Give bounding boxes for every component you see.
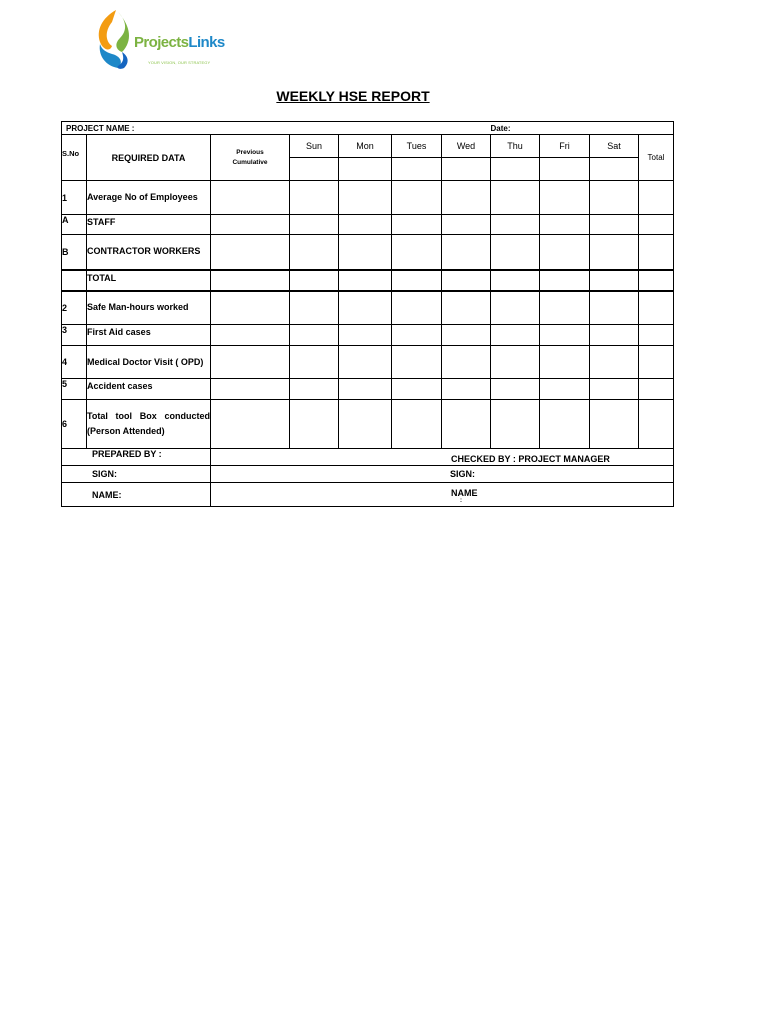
cell-blank [540,158,590,181]
logo-brand-part1: Projects [134,34,189,51]
table-row [62,400,674,449]
data-cell[interactable] [639,379,674,400]
checked-by-label: CHECKED BY : PROJECT MANAGER [211,449,674,466]
row-sno: 6 [62,400,87,449]
project-name-label: PROJECT NAME : [62,122,491,135]
data-cell[interactable] [290,270,339,291]
data-cell[interactable] [540,291,590,325]
report-title: WEEKLY HSE REPORT [276,88,430,104]
row-sno: 4 [62,346,87,379]
data-cell[interactable] [540,379,590,400]
data-cell[interactable] [540,325,590,346]
data-cell[interactable] [540,215,590,235]
logo-mark-icon [94,8,134,70]
name-right-label: NAME [451,487,478,498]
data-cell[interactable] [540,346,590,379]
day-header-wed: Wed [442,135,491,158]
data-cell[interactable] [211,181,290,215]
table-row [62,215,674,235]
row-label: TOTAL [87,270,211,291]
data-cell[interactable] [211,346,290,379]
table-row [62,379,674,400]
data-cell[interactable] [211,235,290,270]
total-header: Total [639,135,674,181]
data-cell[interactable] [211,325,290,346]
data-cell[interactable] [392,346,442,379]
hse-report-table [61,121,674,507]
data-cell[interactable] [540,181,590,215]
data-cell[interactable] [392,325,442,346]
data-cell[interactable] [639,346,674,379]
data-cell[interactable] [639,400,674,449]
data-cell[interactable] [590,235,639,270]
table-row-total [62,270,674,291]
table-row [62,181,674,215]
row-sno: A [62,215,87,235]
data-cell[interactable] [211,291,290,325]
company-logo [94,8,225,72]
prepared-by-label: PREPARED BY : [62,449,211,466]
data-cell[interactable] [339,400,392,449]
data-cell[interactable] [590,291,639,325]
row-label: CONTRACTOR WORKERS [87,235,211,270]
row-sno [62,270,87,291]
logo-brand-text [134,34,225,51]
day-header-mon: Mon [339,135,392,158]
data-cell[interactable] [290,325,339,346]
previous-cumulative-header: Previous Cumulative [211,135,290,181]
data-cell[interactable] [339,291,392,325]
day-header-tues: Tues [392,135,442,158]
project-name-row [62,122,674,135]
data-cell[interactable] [211,270,290,291]
data-cell[interactable] [339,379,392,400]
name-right-colon: : [460,497,462,504]
data-cell[interactable] [290,291,339,325]
date-label: Date: [491,122,674,135]
row-label: Total tool Box conducted (Person Attended) [87,400,211,449]
data-cell[interactable] [540,400,590,449]
data-cell[interactable] [540,270,590,291]
name-right-cell [211,483,674,507]
data-cell[interactable] [590,270,639,291]
data-cell[interactable] [639,235,674,270]
data-cell[interactable] [290,215,339,235]
row-label: Average No of Employees [87,181,211,215]
data-cell[interactable] [639,291,674,325]
data-cell[interactable] [339,215,392,235]
data-cell[interactable] [392,400,442,449]
required-data-header: REQUIRED DATA [87,135,211,181]
data-cell[interactable] [442,215,491,235]
data-cell[interactable] [211,379,290,400]
sno-header: S.No [62,135,87,181]
data-cell[interactable] [590,346,639,379]
row-label: Safe Man-hours worked [87,291,211,325]
data-cell[interactable] [491,400,540,449]
data-cell[interactable] [442,325,491,346]
data-cell[interactable] [442,400,491,449]
data-cell[interactable] [392,291,442,325]
data-cell[interactable] [392,215,442,235]
data-cell[interactable] [639,215,674,235]
data-cell[interactable] [639,325,674,346]
data-cell[interactable] [392,235,442,270]
sign-row [62,466,674,483]
data-cell[interactable] [339,346,392,379]
cell-blank [339,158,392,181]
row-label: Medical Doctor Visit ( OPD) [87,346,211,379]
data-cell[interactable] [491,215,540,235]
logo-brand-part2: Links [188,34,225,51]
row-sno: 2 [62,291,87,325]
row-label: Accident cases [87,379,211,400]
cell-blank [590,158,639,181]
data-cell[interactable] [491,291,540,325]
data-cell[interactable] [290,346,339,379]
data-cell[interactable] [211,215,290,235]
table-row [62,235,674,270]
data-cell[interactable] [392,379,442,400]
data-cell[interactable] [392,270,442,291]
data-cell[interactable] [392,181,442,215]
data-cell[interactable] [290,181,339,215]
data-cell[interactable] [491,235,540,270]
table-row [62,325,674,346]
data-cell[interactable] [339,325,392,346]
data-cell[interactable] [590,400,639,449]
table-row [62,291,674,325]
row-sno: 3 [62,325,87,346]
day-header-fri: Fri [540,135,590,158]
name-left-label: NAME: [62,483,211,507]
data-cell[interactable] [290,235,339,270]
row-label: First Aid cases [87,325,211,346]
sign-left-label: SIGN: [62,466,211,483]
column-header-row [62,135,674,158]
day-header-sat: Sat [590,135,639,158]
data-cell[interactable] [491,181,540,215]
data-cell[interactable] [442,181,491,215]
data-cell[interactable] [491,270,540,291]
data-cell[interactable] [590,215,639,235]
data-cell[interactable] [639,181,674,215]
cell-blank [491,158,540,181]
row-sno: B [62,235,87,270]
data-cell[interactable] [590,181,639,215]
data-cell[interactable] [491,379,540,400]
logo-tagline: YOUR VISION, OUR STRATEGY [148,60,211,65]
data-cell[interactable] [339,270,392,291]
cell-blank [442,158,491,181]
table-row [62,346,674,379]
data-cell[interactable] [290,379,339,400]
row-sno: 1 [62,181,87,215]
cell-blank [392,158,442,181]
data-cell[interactable] [639,270,674,291]
sign-right-label: SIGN: [211,466,674,483]
data-cell[interactable] [590,325,639,346]
row-sno: 5 [62,379,87,400]
data-cell[interactable] [590,379,639,400]
data-cell[interactable] [442,235,491,270]
data-cell[interactable] [442,291,491,325]
data-cell[interactable] [540,235,590,270]
data-cell[interactable] [442,379,491,400]
data-cell[interactable] [491,325,540,346]
data-cell[interactable] [442,270,491,291]
day-header-sun: Sun [290,135,339,158]
data-cell[interactable] [290,400,339,449]
data-cell[interactable] [211,400,290,449]
row-label: STAFF [87,215,211,235]
data-cell[interactable] [339,181,392,215]
prepared-checked-row [62,449,674,466]
day-header-thu: Thu [491,135,540,158]
data-cell[interactable] [491,346,540,379]
cell-blank [290,158,339,181]
name-row [62,483,674,507]
data-cell[interactable] [442,346,491,379]
data-cell[interactable] [339,235,392,270]
